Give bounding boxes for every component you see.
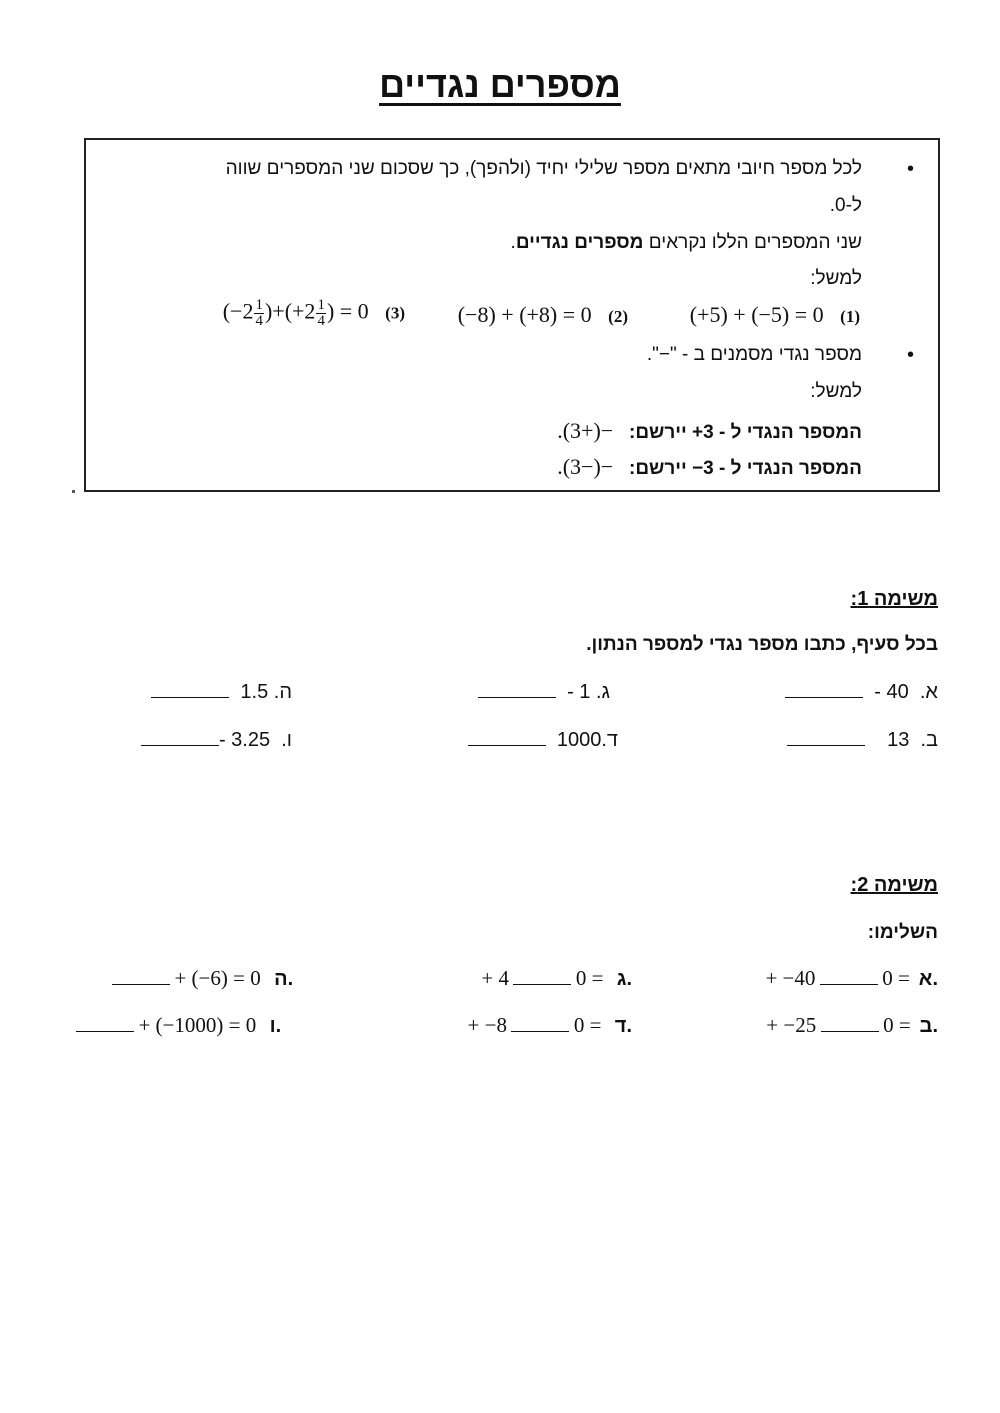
definition-line-2: ל-0. [829, 195, 862, 216]
answer-blank[interactable] [141, 729, 219, 746]
answer-blank[interactable] [151, 681, 229, 698]
example-1-label: (1) [840, 307, 860, 326]
example-label-2: למשל: [810, 381, 862, 402]
example-label-1: למשל: [810, 268, 862, 289]
stray-dot [72, 490, 75, 493]
equation-v: + (−1000) = 0 [138, 1013, 257, 1037]
answer-blank[interactable] [76, 1017, 134, 1032]
answer-blank[interactable] [821, 1017, 879, 1032]
opposite-example-1 [557, 418, 862, 444]
example-2-expr: (−8) + (+8) = 0 [457, 302, 592, 327]
answer-blank[interactable] [112, 970, 170, 985]
line3-bold: מספרים נגדיים [515, 232, 644, 253]
opposite-example-2-text: המספר הנגדי ל - 3− יירשם: [629, 458, 862, 479]
opposite-example-2 [557, 454, 862, 480]
answer-blank[interactable] [820, 970, 878, 985]
task2-item-a: + −40 0 = א. [765, 966, 938, 990]
line3-pre: שני המספרים הללו נקראים [643, 232, 862, 253]
task1-heading: משימה 1: [850, 588, 938, 610]
task1-item-b: ב. 13 [787, 729, 938, 752]
answer-blank[interactable] [468, 729, 546, 746]
example-2 [458, 302, 628, 328]
task2-item-h: + (−6) = 0 ה. [112, 966, 293, 991]
example-3-post: ) = 0 [326, 298, 369, 324]
answer-blank[interactable] [785, 681, 863, 698]
example-3-label: (3) [385, 303, 405, 323]
task1-item-g: ג. 1 - [478, 681, 610, 704]
answer-blank[interactable] [511, 1017, 569, 1032]
task1-item-h: ה. 1.5 [151, 681, 292, 704]
task2-instruction: השלימו: [867, 922, 938, 943]
task2-item-v: + (−1000) = 0 ו. [76, 1013, 281, 1038]
task1-instruction: בכל סעיף, כתבו מספר נגדי למספר הנתון. [586, 634, 938, 655]
definition-line-3 [511, 232, 862, 254]
title-text: מספרים נגדיים [379, 64, 621, 105]
example-3-pre: (−2 [222, 298, 254, 324]
fraction-1: $\frac{1}{4}$ [255, 297, 263, 329]
task1-item-a: א. 40 - [785, 681, 938, 704]
example-1 [690, 302, 860, 328]
answer-blank[interactable] [513, 970, 571, 985]
task1-item-v: ו. 3.25 - [141, 729, 292, 752]
example-3 [223, 298, 405, 329]
equation-h: + (−6) = 0 [174, 966, 261, 990]
example-1-expr: (+5) + (−5) = 0 [689, 302, 824, 327]
task2-heading: משימה 2: [850, 874, 938, 896]
bullet-2: • [906, 344, 914, 366]
example-2-label: (2) [608, 307, 628, 326]
task2-item-g: + 4 0 = ג. [481, 966, 632, 990]
example-3-mid: )+(+2 [264, 298, 316, 324]
definition-line-1: לכל מספר חיובי מתאים מספר שלילי יחיד (ולהפך), כך שסכום שני המספרים שווה [225, 158, 862, 179]
answer-blank[interactable] [787, 729, 865, 746]
bullet-1: • [906, 158, 914, 180]
definition-line-4: מספר נגדי מסמנים ב - "−". [646, 344, 862, 365]
task2-item-b: + −25 0 = ב. [766, 1013, 938, 1037]
fraction-2: $\frac{1}{4}$ [317, 297, 325, 329]
page-title [0, 64, 1000, 106]
task2-item-d: + −8 0 = ד. [467, 1013, 632, 1037]
answer-blank[interactable] [478, 681, 556, 698]
task1-item-d: ד.1000 [468, 729, 618, 752]
opposite-example-2-math: −(−3). [557, 454, 614, 479]
opposite-example-1-math: −(+3). [557, 418, 614, 443]
opposite-example-1-text: המספר הנגדי ל - 3+ יירשם: [629, 422, 862, 443]
line3-post: . [510, 232, 516, 253]
